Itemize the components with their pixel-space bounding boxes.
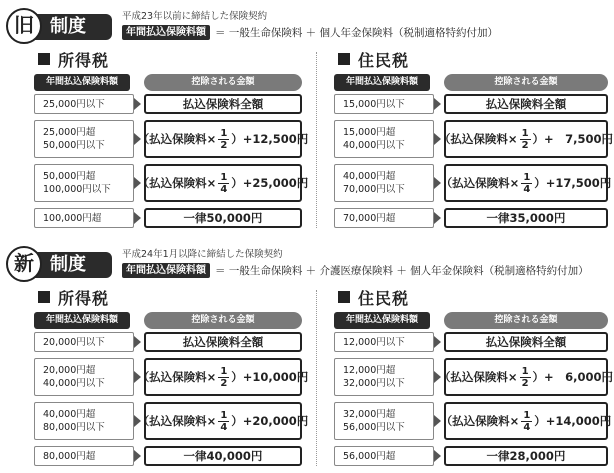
arrow-right-icon <box>134 212 141 224</box>
premium-range-cell <box>334 164 434 202</box>
header-premium-amount: 年間払込保険料額 <box>34 74 130 91</box>
deduction-text: 一律40,000円 <box>183 449 263 463</box>
deduction-cell <box>137 402 309 440</box>
table-header <box>34 312 304 329</box>
deduction-cell <box>137 164 309 202</box>
table-row <box>334 332 610 352</box>
deduction-formula-suffix: ）+10,000円 <box>231 370 309 384</box>
fraction-numerator: 1 <box>523 409 531 421</box>
table-row <box>334 446 610 466</box>
table-row <box>34 446 304 466</box>
deduction-formula-prefix: （払込保険料× <box>438 370 518 384</box>
deduction-formula-suffix: ）+20,000円 <box>231 414 309 428</box>
fraction-denominator: 2 <box>220 377 228 389</box>
fraction-numerator: 1 <box>220 171 228 183</box>
premium-range-cell <box>34 120 134 158</box>
premium-range-cell <box>334 446 434 466</box>
premium-range-cell <box>334 94 434 114</box>
premium-range-line: 80,000円超 <box>43 450 96 462</box>
premium-formula <box>122 24 498 40</box>
contract-note: 平成23年以前に締結した保険契約 <box>122 11 268 22</box>
new-system-section <box>0 238 614 473</box>
deduction-cell <box>444 446 608 466</box>
tax-title <box>334 48 610 70</box>
column-divider <box>316 52 317 228</box>
deduction-formula-prefix: （払込保険料× <box>440 176 520 190</box>
deduction-text: 一律50,000円 <box>183 211 263 225</box>
premium-range-cell <box>34 446 134 466</box>
fraction <box>520 366 531 389</box>
deduction-cell <box>137 120 309 158</box>
fraction-numerator: 1 <box>220 365 228 377</box>
premium-range-cell <box>34 208 134 228</box>
premium-range-cell <box>34 358 134 396</box>
tax-title <box>34 48 304 70</box>
formula-definition: ＝ 一般生命保険料 ＋ 個人年金保険料（税制適格特約付加） <box>215 26 499 39</box>
premium-range-cell <box>34 402 134 440</box>
table-header <box>34 74 304 91</box>
premium-range-line: 15,000円以下 <box>343 98 405 110</box>
premium-range-line: 50,000円以下 <box>43 140 105 151</box>
table-row <box>334 94 610 114</box>
square-bullet-icon <box>338 291 350 303</box>
premium-range-line: 56,000円以下 <box>343 422 405 433</box>
deduction-formula-suffix: ）+17,500円 <box>534 176 612 190</box>
deduction-cell <box>144 208 302 228</box>
income-tax-table <box>34 286 309 463</box>
premium-range-line: 40,000円超 <box>43 409 96 420</box>
premium-range-cell <box>334 332 434 352</box>
premium-range-line: 50,000円超 <box>43 171 96 182</box>
deduction-formula-suffix: ）+ 7,500円 <box>532 132 614 146</box>
table-header <box>334 74 610 91</box>
header-deduction-amount: 控除される金額 <box>444 74 608 91</box>
deduction-formula-prefix: （払込保険料× <box>137 176 217 190</box>
table-row <box>34 164 309 202</box>
table-row <box>334 164 610 202</box>
tax-title-text: 住民税 <box>358 50 410 70</box>
fraction-denominator: 4 <box>523 183 531 195</box>
income-tax-table <box>34 48 309 225</box>
premium-range-cell <box>34 94 134 114</box>
fraction-denominator: 2 <box>521 139 529 151</box>
deduction-formula-prefix: （払込保険料× <box>137 132 217 146</box>
deduction-text: 払込保険料全額 <box>485 97 567 111</box>
deduction-formula-prefix: （払込保険料× <box>137 414 217 428</box>
arrow-right-icon <box>434 98 441 110</box>
square-bullet-icon <box>338 53 350 65</box>
premium-range-line: 25,000円超 <box>43 127 96 138</box>
fraction-numerator: 1 <box>220 409 228 421</box>
premium-range-cell <box>334 120 434 158</box>
system-header <box>4 6 610 46</box>
header-deduction-amount: 控除される金額 <box>144 312 302 329</box>
tax-title-text: 住民税 <box>358 288 410 308</box>
arrow-right-icon <box>134 450 141 462</box>
fraction-denominator: 4 <box>220 421 228 433</box>
system-badge: 旧 <box>6 8 42 44</box>
deduction-formula-prefix: （払込保険料× <box>440 414 520 428</box>
deduction-formula-suffix: ）+ 6,000円 <box>532 370 614 384</box>
premium-range-line: 70,000円超 <box>343 212 396 224</box>
table-row <box>334 120 614 158</box>
premium-range-cell <box>334 358 434 396</box>
resident-tax-table <box>334 286 614 463</box>
deduction-formula-prefix: （払込保険料× <box>438 132 518 146</box>
header-premium-amount: 年間払込保険料額 <box>34 312 130 329</box>
premium-range-cell <box>334 208 434 228</box>
header-deduction-amount: 控除される金額 <box>444 312 608 329</box>
table-row <box>334 358 614 396</box>
table-row <box>34 208 304 228</box>
premium-range-line: 12,000円超 <box>343 365 396 376</box>
deduction-text: 払込保険料全額 <box>485 335 567 349</box>
deduction-cell <box>440 402 612 440</box>
deduction-formula-suffix: ）+12,500円 <box>231 132 309 146</box>
fraction <box>218 128 229 151</box>
formula-term: 年間払込保険料額 <box>122 25 210 40</box>
square-bullet-icon <box>38 53 50 65</box>
premium-range-line: 40,000円以下 <box>343 140 405 151</box>
arrow-right-icon <box>434 450 441 462</box>
table-row <box>34 358 309 396</box>
formula-term: 年間払込保険料額 <box>122 263 210 278</box>
deduction-cell <box>144 94 302 114</box>
fraction <box>521 410 532 433</box>
fraction-denominator: 4 <box>523 421 531 433</box>
old-system-section <box>0 0 614 236</box>
system-header <box>4 244 610 284</box>
contract-note: 平成24年1月以降に締結した保険契約 <box>122 249 283 260</box>
deduction-formula-prefix: （払込保険料× <box>137 370 217 384</box>
table-row <box>334 402 610 440</box>
arrow-right-icon <box>134 98 141 110</box>
fraction-numerator: 1 <box>523 171 531 183</box>
arrow-right-icon <box>434 336 441 348</box>
deduction-cell <box>444 332 608 352</box>
deduction-formula-suffix: ）+25,000円 <box>231 176 309 190</box>
fraction-denominator: 2 <box>521 377 529 389</box>
fraction-numerator: 1 <box>521 127 529 139</box>
deduction-text: 払込保険料全額 <box>182 335 264 349</box>
table-row <box>34 94 304 114</box>
premium-range-line: 40,000円以下 <box>43 378 105 389</box>
premium-range-cell <box>34 332 134 352</box>
system-label: 制度 <box>26 14 112 40</box>
resident-tax-table <box>334 48 614 225</box>
deduction-text: 一律28,000円 <box>486 449 566 463</box>
fraction-numerator: 1 <box>521 365 529 377</box>
premium-formula <box>122 262 589 278</box>
table-row <box>34 402 309 440</box>
premium-range-line: 100,000円超 <box>43 212 102 224</box>
premium-range-line: 25,000円以下 <box>43 98 105 110</box>
fraction-denominator: 2 <box>220 139 228 151</box>
deduction-formula-suffix: ）+14,000円 <box>534 414 612 428</box>
tax-title-text: 所得税 <box>58 288 110 308</box>
premium-range-line: 12,000円以下 <box>343 336 405 348</box>
deduction-cell <box>440 164 612 202</box>
table-row <box>34 332 304 352</box>
system-badge: 新 <box>6 246 42 282</box>
deduction-text: 一律35,000円 <box>486 211 566 225</box>
system-label: 制度 <box>26 252 112 278</box>
fraction <box>218 410 229 433</box>
premium-range-line: 32,000円超 <box>343 409 396 420</box>
premium-range-line: 100,000円以下 <box>43 184 111 195</box>
premium-range-cell <box>34 164 134 202</box>
premium-range-line: 15,000円超 <box>343 127 396 138</box>
table-row <box>34 120 309 158</box>
column-divider <box>316 290 317 466</box>
arrow-right-icon <box>434 212 441 224</box>
fraction <box>520 128 531 151</box>
tax-title <box>34 286 304 308</box>
premium-range-line: 20,000円超 <box>43 365 96 376</box>
deduction-text: 払込保険料全額 <box>182 97 264 111</box>
deduction-cell <box>137 358 309 396</box>
header-deduction-amount: 控除される金額 <box>144 74 302 91</box>
deduction-cell <box>438 120 614 158</box>
premium-range-line: 20,000円以下 <box>43 336 105 348</box>
header-premium-amount: 年間払込保険料額 <box>334 312 430 329</box>
premium-range-cell <box>334 402 434 440</box>
header-premium-amount: 年間払込保険料額 <box>334 74 430 91</box>
fraction-numerator: 1 <box>220 127 228 139</box>
fraction <box>218 366 229 389</box>
deduction-cell <box>444 94 608 114</box>
arrow-right-icon <box>134 336 141 348</box>
deduction-cell <box>444 208 608 228</box>
premium-range-line: 32,000円以下 <box>343 378 405 389</box>
fraction <box>521 172 532 195</box>
formula-definition: ＝ 一般生命保険料 ＋ 介護医療保険料 ＋ 個人年金保険料（税制適格特約付加） <box>215 264 589 277</box>
premium-range-line: 80,000円以下 <box>43 422 105 433</box>
deduction-cell <box>144 332 302 352</box>
tax-title-text: 所得税 <box>58 50 110 70</box>
tax-title <box>334 286 610 308</box>
fraction-denominator: 4 <box>220 183 228 195</box>
premium-range-line: 40,000円超 <box>343 171 396 182</box>
premium-range-line: 56,000円超 <box>343 450 396 462</box>
fraction <box>218 172 229 195</box>
square-bullet-icon <box>38 291 50 303</box>
premium-range-line: 70,000円以下 <box>343 184 405 195</box>
deduction-cell <box>438 358 614 396</box>
table-header <box>334 312 610 329</box>
deduction-cell <box>144 446 302 466</box>
table-row <box>334 208 610 228</box>
